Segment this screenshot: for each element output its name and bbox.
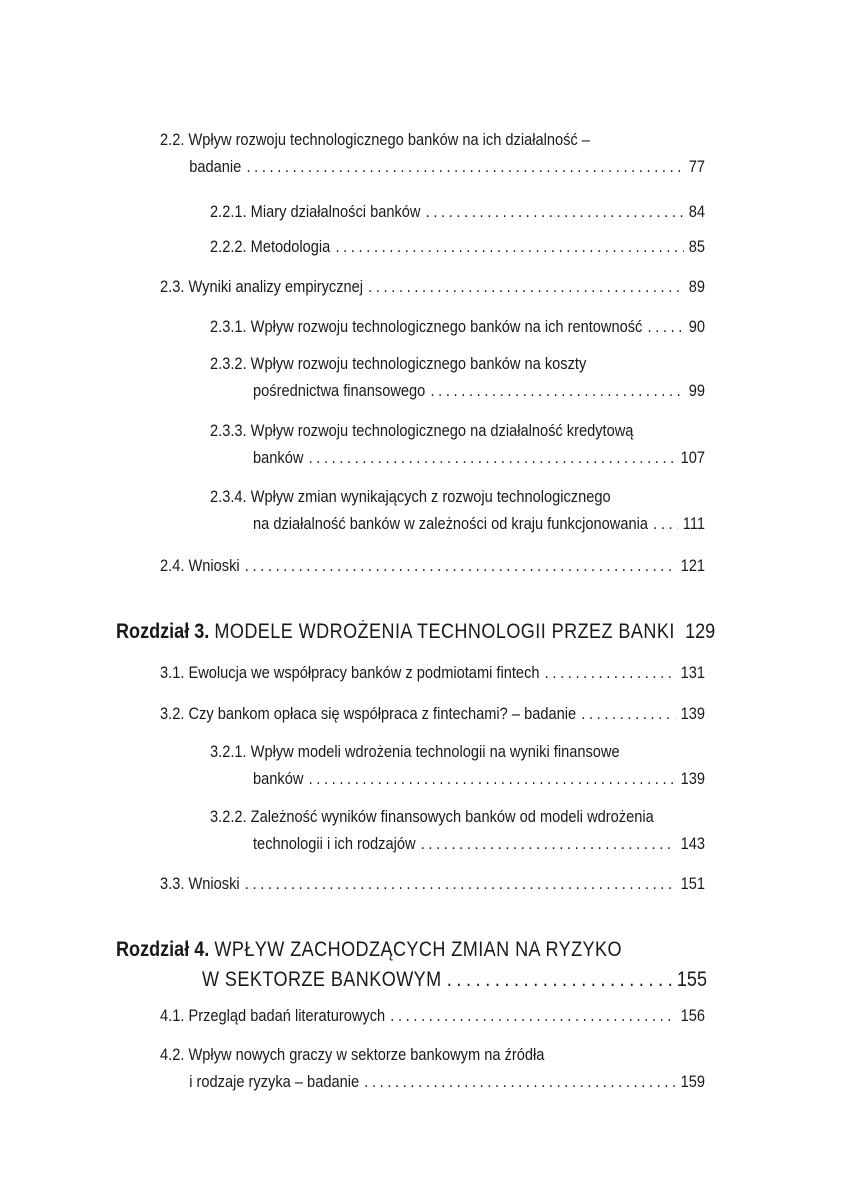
section-title: Wpływ modeli wdrożenia technologii na wyniki finansowe — [250, 742, 620, 761]
section-title: Wpływ nowych graczy w sektorze bankowym na źródła — [188, 1045, 545, 1064]
section-number: 2.3. — [160, 277, 185, 296]
toc-entry-4-2 — [160, 1041, 705, 1095]
section-title: Wpływ zmian wynikających z rozwoju technologicznego — [250, 487, 611, 506]
section-title-continued: technologii i ich rodzajów — [253, 834, 416, 853]
section-title: Wpływ rozwoju technologicznego banków na ich działalność – — [188, 130, 590, 149]
dot-leader — [245, 870, 676, 897]
toc-entry-2-2 — [160, 126, 705, 180]
section-number: 2.2.1. — [210, 202, 247, 221]
dot-leader — [245, 552, 676, 579]
dot-leader — [309, 765, 676, 792]
dot-leader — [581, 700, 675, 727]
section-number: 2.4. — [160, 556, 185, 575]
toc-entry-3-2-1 — [210, 738, 705, 792]
dot-leader — [364, 1068, 675, 1095]
section-title: Przegląd badań literaturowych — [188, 1006, 386, 1025]
toc-entry-2-2-1 — [210, 198, 705, 225]
dot-leader — [368, 273, 683, 300]
toc-entry-3-1 — [160, 659, 705, 686]
page-number: 159 — [680, 1072, 705, 1091]
section-number: 2.3.1. — [210, 317, 247, 336]
toc-entry-4-1 — [160, 1002, 705, 1029]
section-title: Wnioski — [188, 874, 240, 893]
page-number: 99 — [688, 381, 705, 400]
toc-entry-2-4 — [160, 552, 705, 579]
toc-chapter-4 — [116, 935, 707, 995]
page-number: 139 — [680, 704, 705, 723]
section-title-continued: pośrednictwa finansowego — [253, 381, 426, 400]
toc-entry-2-3-2 — [210, 350, 705, 404]
section-title: Wpływ rozwoju technologicznego banków na ich rentowność — [250, 317, 643, 336]
section-number: 4.1. — [160, 1006, 185, 1025]
toc-entry-2-3-3 — [210, 417, 705, 471]
page-number: 155 — [676, 968, 707, 991]
section-number: 3.3. — [160, 874, 185, 893]
page-number: 156 — [680, 1006, 705, 1025]
page-number: 139 — [680, 769, 705, 788]
toc-entry-3-2 — [160, 700, 705, 727]
section-title: Miary działalności banków — [250, 202, 421, 221]
toc-entry-2-3 — [160, 273, 705, 300]
chapter-title-continued: W SEKTORZE BANKOWYM — [202, 968, 442, 991]
section-number: 2.2.2. — [210, 237, 247, 256]
section-number: 4.2. — [160, 1045, 185, 1064]
dot-leader — [335, 233, 683, 260]
page-number: 143 — [680, 834, 705, 853]
dot-leader — [309, 444, 676, 471]
page-number: 90 — [688, 317, 705, 336]
section-number: 2.3.4. — [210, 487, 247, 506]
chapter-title: MODELE WDROŻENIA TECHNOLOGII PRZEZ BANKI — [214, 620, 675, 643]
toc-chapter-3 — [116, 617, 716, 647]
page-number: 121 — [680, 556, 705, 575]
section-number: 3.2.1. — [210, 742, 247, 761]
section-title: Metodologia — [250, 237, 331, 256]
page-number: 131 — [680, 663, 705, 682]
dot-leader — [648, 313, 684, 340]
dot-leader — [426, 198, 684, 225]
section-title: Zależność wyników finansowych banków od modeli wdrożenia — [250, 807, 654, 826]
section-title: Wpływ rozwoju technologicznego banków na koszty — [250, 354, 587, 373]
page-number: 85 — [688, 237, 705, 256]
toc-entry-2-3-4 — [210, 483, 705, 537]
section-title: Wnioski — [188, 556, 240, 575]
chapter-label: Rozdział 4. — [116, 938, 210, 961]
section-number: 3.1. — [160, 663, 185, 682]
page-number: 151 — [680, 874, 705, 893]
section-title-continued: badanie — [189, 157, 242, 176]
chapter-label: Rozdział 3. — [116, 620, 210, 643]
dot-leader — [653, 510, 677, 537]
section-number: 2.3.3. — [210, 421, 247, 440]
section-title: Wpływ rozwoju technologicznego na działalność kredytową — [250, 421, 634, 440]
section-number: 3.2. — [160, 704, 185, 723]
section-title: Ewolucja we współpracy banków z podmiotami fintech — [188, 663, 540, 682]
page-number: 89 — [688, 277, 705, 296]
dot-leader — [545, 659, 676, 686]
section-title-continued: i rodzaje ryzyka – badanie — [189, 1072, 360, 1091]
section-title-continued: banków — [253, 769, 304, 788]
dot-leader — [421, 830, 676, 857]
section-title-continued: banków — [253, 448, 304, 467]
page-number: 107 — [680, 448, 705, 467]
toc-entry-3-2-2 — [210, 803, 705, 857]
section-number: 2.2. — [160, 130, 185, 149]
page-number: 84 — [688, 202, 705, 221]
dot-leader — [246, 153, 683, 180]
section-number: 2.3.2. — [210, 354, 247, 373]
dot-leader — [390, 1002, 675, 1029]
page-number: 111 — [682, 514, 705, 533]
section-title: Czy bankom opłaca się współpraca z fintechami? – badanie — [188, 704, 577, 723]
toc-entry-2-3-1 — [210, 313, 705, 340]
toc-entry-3-3 — [160, 870, 705, 897]
section-number: 3.2.2. — [210, 807, 247, 826]
page-number: 129 — [685, 620, 716, 643]
chapter-title: WPŁYW ZACHODZĄCYCH ZMIAN NA RYZYKO — [214, 938, 623, 961]
dot-leader — [447, 965, 672, 995]
toc-entry-2-2-2 — [210, 233, 705, 260]
page-number: 77 — [688, 157, 705, 176]
section-title: Wyniki analizy empirycznej — [188, 277, 364, 296]
section-title-continued: na działalność banków w zależności od kraju funkcjonowania — [253, 514, 648, 533]
dot-leader — [430, 377, 683, 404]
